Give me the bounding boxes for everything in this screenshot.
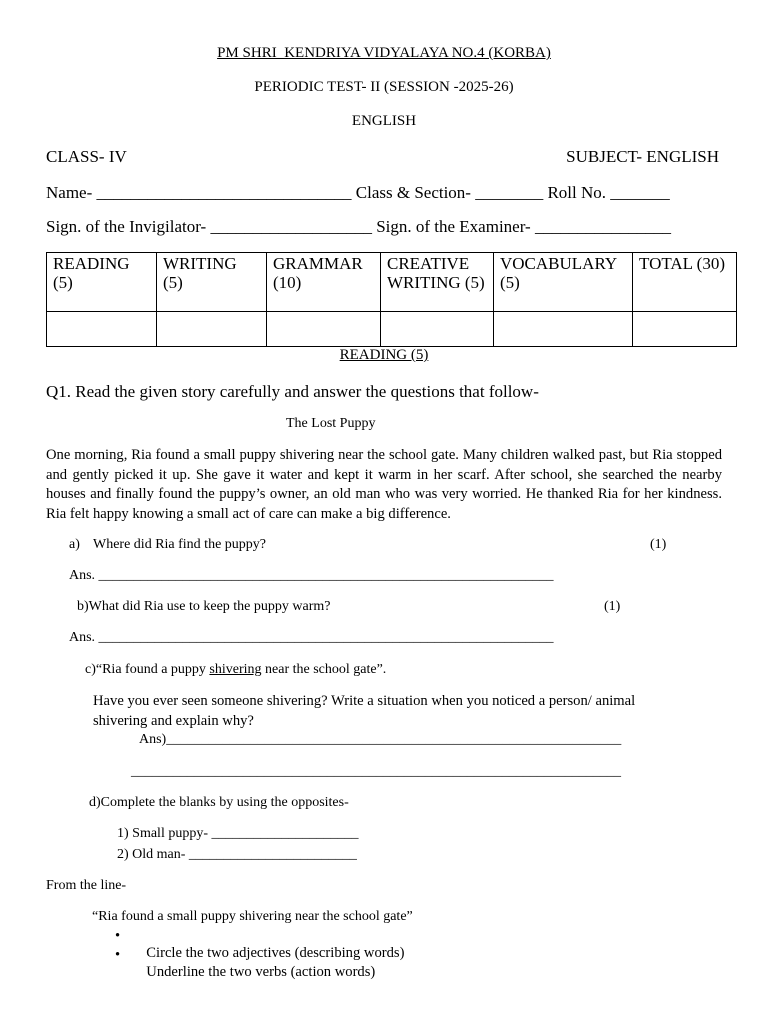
question-c-quote [85,662,386,678]
sign-line: Sign. of the Invigilator- ___________________ Sign. of the Examiner- ________________ [46,217,671,236]
marks-header-reading: READING (5) [47,253,157,312]
answer-c-line-2[interactable]: ______________________________________________________________________ [131,764,621,779]
marks-cell-total[interactable] [633,312,737,347]
bullet-dot-icon: • [115,928,121,944]
question-d-item-1[interactable]: 1) Small puppy- _____________________ [117,826,359,841]
answer-c-line-1[interactable]: Ans)_________________________________________________________________ [139,732,622,747]
bullet-item-1-text: Circle the two adjectives (describing words) [146,945,405,961]
story-text: One morning, Ria found a small puppy shivering near the school gate. Many children walked past, but Ria stopped and gently picked it up. She gave it water and kept it warm in her scarf. After school, she searched the nearby houses and finally found the puppy’s owner, an old man who was very worried. He thanked Ria for her kindness. Ria felt happy knowing a small act of care can make a big difference. [46,447,722,522]
answer-b-line[interactable]: Ans. _________________________________________________________________ [69,630,554,645]
marks-header-row [47,253,737,312]
class-label: CLASS- IV [46,147,127,166]
question-d-text: d)Complete the blanks by using the opposites- [89,795,349,810]
bullet-item-2-text: Underline the two verbs (action words) [146,964,376,980]
section-title: READING (5) [339,347,429,363]
marks-cell-writing[interactable] [157,312,267,347]
school-name: PM SHRI KENDRIYA VIDYALAYA NO.4 (KORBA) [217,45,551,61]
question-c-prefix: c)“Ria found a puppy [85,662,210,677]
question-b-text: b)What did Ria use to keep the puppy warm? [77,599,331,614]
marks-header-vocabulary: VOCABULARY (5) [494,253,633,312]
marks-header-grammar: GRAMMAR (10) [267,253,381,312]
subject-title: ENGLISH [351,113,417,129]
answer-a-line[interactable]: Ans. _________________________________________________________________ [69,568,554,583]
subject-label: SUBJECT- ENGLISH [566,147,719,166]
question-1: Q1. Read the given story carefully and answer the questions that follow- [46,382,539,401]
from-the-line-label: From the line- [46,878,127,893]
question-a-label: a) [69,537,80,552]
marks-cell-creative-writing[interactable] [381,312,494,347]
marks-header-writing: WRITING (5) [157,253,267,312]
story-title: The Lost Puppy [286,416,376,431]
question-a-marks: (1) [650,537,667,552]
name-line: Name- ______________________________ Class & Section- ________ Roll No. _______ [46,183,670,202]
question-b-marks: (1) [604,599,621,614]
marks-header-total: TOTAL (30) [633,253,737,312]
test-title: PERIODIC TEST- II (SESSION -2025-26) [254,79,514,95]
marks-entry-row [47,312,737,347]
question-c-text: Have you ever seen someone shivering? Write a situation when you noticed a person/ animal shivering and explain why? [93,693,636,729]
bullet-dot-icon: • [115,947,121,963]
quoted-line: “Ria found a small puppy shivering near the school gate” [92,909,413,924]
marks-cell-reading[interactable] [47,312,157,347]
marks-cell-vocabulary[interactable] [494,312,633,347]
question-c-suffix: near the school gate”. [261,662,387,677]
marks-cell-grammar[interactable] [267,312,381,347]
question-a-text: Where did Ria find the puppy? [93,537,267,552]
marks-header-creative-writing: CREATIVE WRITING (5) [381,253,494,312]
question-c-underlined-word: shivering [209,662,262,677]
marks-table [46,252,737,347]
bullet-item-2 [115,947,376,981]
question-d-item-2[interactable]: 2) Old man- ________________________ [117,847,357,862]
